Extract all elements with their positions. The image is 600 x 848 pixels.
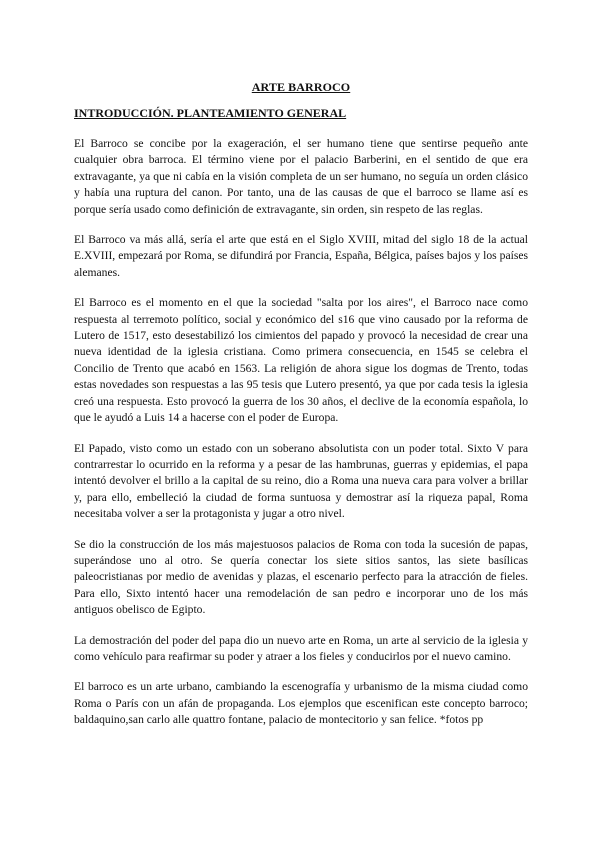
paragraph-2: El Barroco va más allá, sería el arte que está en el Siglo XVIII, mitad del siglo 18 de la actual E.XVIII, empezará por Roma, se difundirá por Francia, España, Bélgica, países bajos y los países alemanes.	[74, 233, 528, 279]
paragraph-5: Se dio la construcción de los más majestuosos palacios de Roma con toda la sucesión de papas, superándose uno al otro. Se quería conectar los siete sitios santos, las siete basílicas paleocristianas por medio de avenidas y plazas, el escenario perfecto para la atracción de fieles. Para ello, Sixto intentó hacer una remodelación de san pedro e incorporar uno de los más antiguos obelisco de Egipto.	[74, 537, 528, 617]
paragraph-6: La demostración del poder del papa dio un nuevo arte en Roma, un arte al servicio de la iglesia y como vehículo para reafirmar su poder y atraer a los fieles y conducirlos por el nuevo camino.	[74, 633, 528, 663]
document-page	[74, 80, 528, 743]
document-title: ARTE BARROCO	[251, 80, 351, 94]
paragraph-3: El Barroco es el momento en el que la sociedad "salta por los aires", el Barroco nace como respuesta al terremoto político, social y económico del s16 que vino causado por la reforma de Lutero de 1517, esto desestabilizó los cimientos del papado y provocó la necesidad de crear una nueva identidad de la iglesia cristiana. Como primera consecuencia, en 1545 se celebra el Concilio de Trento que acabó en 1563. La religión de ahora sigue los dogmas de Trento, todas estas novedades son respuestas a las 95 tesis que Lutero presentó, ya que por cada tesis la iglesia creó una respuesta. Esto provocó la guerra de los 30 años, el declive de la economía española, lo que le ayudó a Luis 14 a hacerse con el poder de Europa.	[74, 296, 528, 425]
paragraph-4: El Papado, visto como un estado con un soberano absolutista con un poder total. Sixto V para contrarrestar lo ocurrido en la reforma y a pesar de las hambrunas, guerras y epidemias, el papa intentó devolver el brillo a la capital de su reino, dio a Roma una nueva cara para volver a brillar y, para ello, embelleció la ciudad de forma suntuosa y demostrar así la riqueza papal, Roma necesitaba volver a ser la protagonista y jugar a otro nivel.	[74, 441, 528, 521]
paragraph-7: El barroco es un arte urbano, cambiando la escenografía y urbanismo de la misma ciudad como Roma o París con un afán de propaganda. Los ejemplos que escenifican este concepto barroco; baldaquino,san carlo alle quattro fontane, palacio de montecitorio y san felice. *fotos pp	[74, 680, 528, 727]
section-heading: INTRODUCCIÓN. PLANTEAMIENTO GENERAL	[74, 106, 347, 120]
paragraph-1: El Barroco se concibe por la exageración, el ser humano tiene que sentirse pequeño ante cualquier obra barroca. El término viene por el palacio Barberini, en el sentido de que era extravagante, ya que ni cabía en la visión completa de un ser humano, no seguía un orden clásico y había una ruptura del canon. Por tanto, una de las causas de que el barroco se llame así es porque sería usado como definición de extravagante, sin orden, sin respeto de las reglas.	[74, 137, 528, 216]
